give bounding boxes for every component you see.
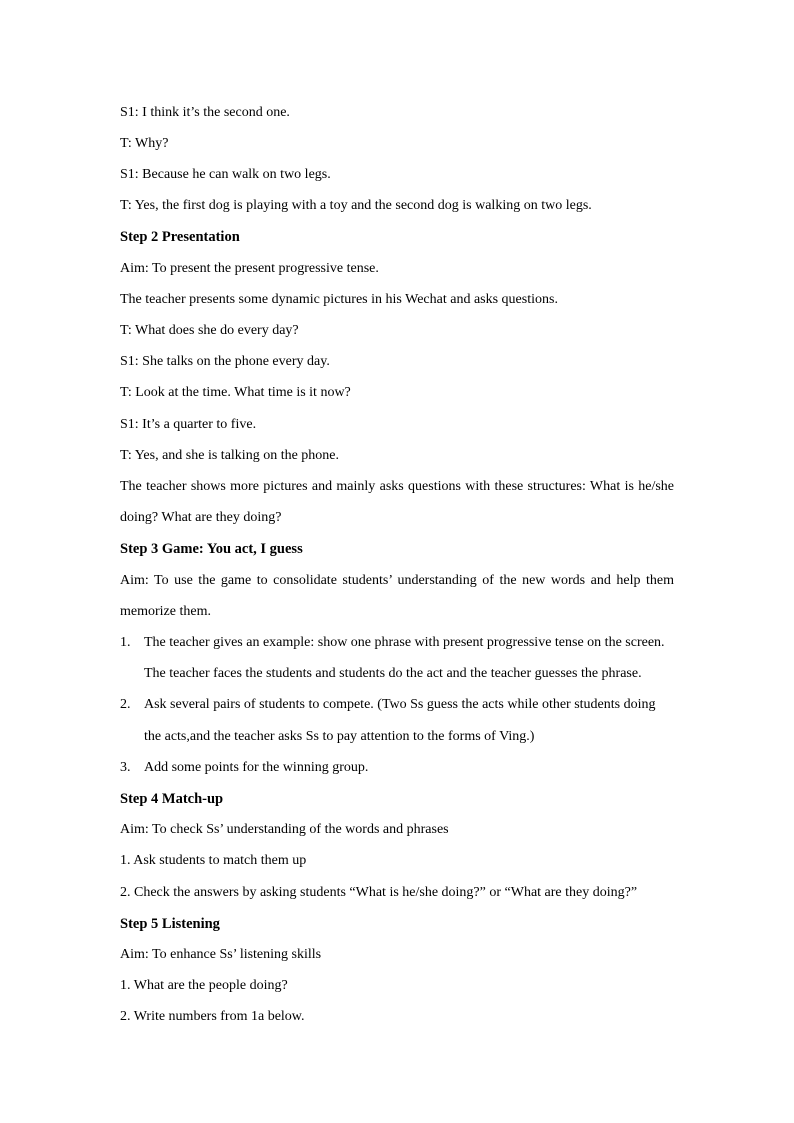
step2-aim: Aim: To present the present progressive tense. xyxy=(120,261,379,276)
step2-paragraph-line: doing? What are they doing? xyxy=(120,510,282,525)
step2-line: The teacher presents some dynamic pictures in his Wechat and asks questions. xyxy=(120,292,558,307)
step5-heading: Step 5 Listening xyxy=(120,916,220,932)
step2-line: S1: She talks on the phone every day. xyxy=(120,354,330,369)
list-item-text: The teacher faces the students and students do the act and the teacher guesses the phrase. xyxy=(144,666,642,681)
step3-heading: Step 3 Game: You act, I guess xyxy=(120,541,303,557)
dialogue-line: T: Yes, the first dog is playing with a toy and the second dog is walking on two legs. xyxy=(120,198,592,213)
step2-line: T: Look at the time. What time is it now? xyxy=(120,385,351,400)
list-item-text: The teacher gives an example: show one phrase with present progressive tense on the screen. xyxy=(144,635,665,650)
dialogue-line: S1: Because he can walk on two legs. xyxy=(120,167,331,182)
list-item-number: 1. xyxy=(120,635,131,650)
step5-aim: Aim: To enhance Ss’ listening skills xyxy=(120,947,322,962)
step2-line: S1: It’s a quarter to five. xyxy=(120,417,257,432)
step4-heading: Step 4 Match-up xyxy=(120,791,224,807)
step4-line: 1. Ask students to match them up xyxy=(120,853,307,868)
list-item-number: 2. xyxy=(120,697,131,712)
step5-line: 1. What are the people doing? xyxy=(120,978,288,993)
dialogue-line: T: Why? xyxy=(120,136,169,151)
step2-line: T: Yes, and she is talking on the phone. xyxy=(120,448,340,463)
step4-line: 2. Check the answers by asking students “What is he/she doing?” or “What are they doing?” xyxy=(120,885,638,900)
step2-paragraph-line: The teacher shows more pictures and mainly asks questions with these structures: What is he/she xyxy=(120,479,674,494)
step4-aim: Aim: To check Ss’ understanding of the words and phrases xyxy=(120,822,449,837)
list-item-text: the acts,and the teacher asks Ss to pay attention to the forms of Ving.) xyxy=(144,729,535,744)
step3-aim-line: Aim: To use the game to consolidate students’ understanding of the new words and help them xyxy=(120,573,674,588)
step3-aim-line: memorize them. xyxy=(120,604,211,619)
step2-line: T: What does she do every day? xyxy=(120,323,299,338)
step5-line: 2. Write numbers from 1a below. xyxy=(120,1009,305,1024)
list-item-text: Add some points for the winning group. xyxy=(144,760,369,775)
step2-heading: Step 2 Presentation xyxy=(120,229,240,245)
list-item-text: Ask several pairs of students to compete. (Two Ss guess the acts while other students doing xyxy=(144,697,656,712)
list-item-number: 3. xyxy=(120,760,131,775)
dialogue-line: S1: I think it’s the second one. xyxy=(120,105,290,120)
